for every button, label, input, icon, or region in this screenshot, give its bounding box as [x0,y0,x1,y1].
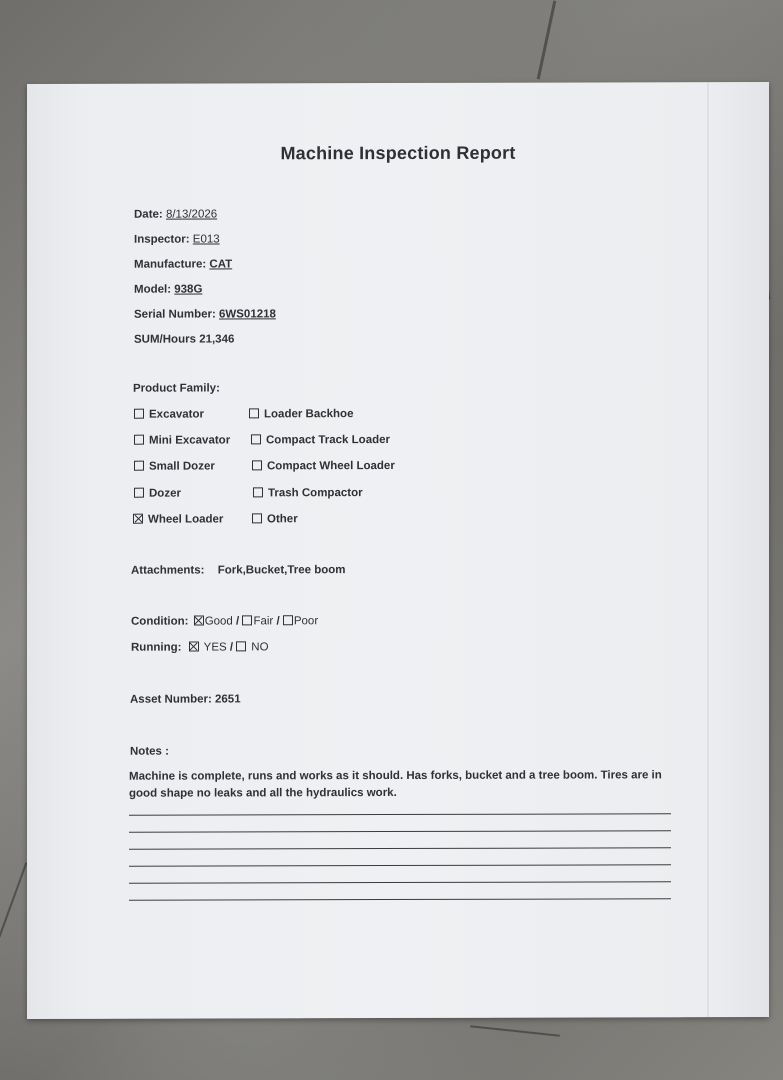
inspector-value: E013 [192,233,220,246]
option-compact-track-loader [251,434,390,446]
note-line [129,881,671,883]
checkbox-fair [242,615,252,625]
checkbox-trash-compactor [253,487,263,497]
hours-value: 21,346 [199,333,235,346]
separator: / [236,615,240,628]
separator: / [276,615,280,628]
checkbox-loader-backhoe [249,408,259,418]
checkbox-mini-excavator [134,435,144,445]
inspector-field [134,233,220,245]
condition-poor-label: Poor [293,615,319,628]
attachments-label: Attachments: [131,564,205,577]
checkbox-good [194,616,204,626]
checkbox-excavator [134,409,144,419]
option-wheel-loader [133,513,223,525]
option-small-dozer [134,460,215,472]
asset-field [130,693,241,705]
model-label: Model: [134,283,172,296]
condition-fair-label: Fair [253,615,274,628]
checkbox-compact-track-loader [251,434,261,444]
model-field [134,284,202,296]
notes-label: Notes : [130,745,169,758]
running-field [131,641,269,653]
note-line [129,864,671,866]
checkbox-poor [283,615,293,625]
option-label: Wheel Loader [148,513,224,526]
date-label: Date: [134,208,163,221]
checkbox-wheel-loader [133,514,143,524]
note-line [129,830,671,832]
note-line [129,813,671,815]
checkbox-other [252,513,262,523]
background-crack [0,862,27,947]
running-yes-label: YES [203,641,227,654]
option-label: Compact Track Loader [266,434,390,447]
hours-label: SUM/Hours [134,333,196,346]
condition-field [131,615,318,627]
checkbox-compact-wheel-loader [252,460,262,470]
attachments-value: Fork,Bucket,Tree boom [217,564,346,577]
asset-label: Asset Number: [130,693,212,706]
note-line [129,898,671,900]
option-label: Compact Wheel Loader [267,460,395,473]
option-label: Dozer [149,487,181,500]
serial-field [134,308,276,320]
condition-good-label: Good [204,615,233,628]
paper-fold [707,82,709,1017]
inspection-report-page [27,82,769,1019]
option-dozer [134,488,181,500]
option-excavator [134,409,204,421]
product-family-label: Product Family: [133,382,220,395]
serial-label: Serial Number: [134,308,216,321]
checkbox-small-dozer [134,461,144,471]
checkbox-dozer [134,488,144,498]
hours-field [134,333,234,345]
checkbox-no [236,641,246,651]
option-label: Mini Excavator [149,434,231,447]
option-label: Trash Compactor [268,487,363,500]
asset-value: 2651 [215,693,241,706]
model-value: 938G [174,283,203,296]
date-value: 8/13/2026 [165,208,218,221]
condition-label: Condition: [131,615,189,628]
manufacture-field [134,258,232,270]
option-label: Loader Backhoe [264,408,354,421]
notes-text: Machine is complete, runs and works as it should. Has forks, bucket and a tree boom. Tires are in good shape no leaks and all the hydraulics work. [129,769,662,800]
option-other [252,513,298,525]
attachments-field [131,564,346,577]
background-crack [470,1025,560,1036]
option-label: Small Dozer [149,460,215,473]
manufacture-value: CAT [209,258,233,271]
option-label: Other [267,513,298,526]
option-label: Excavator [149,408,204,421]
option-compact-wheel-loader [252,460,395,472]
checkbox-yes [189,642,199,652]
option-loader-backhoe [249,408,353,420]
serial-value: 6WS01218 [219,308,276,321]
option-trash-compactor [253,487,363,499]
running-no-label: NO [251,641,269,654]
report-title: Machine Inspection Report [280,142,516,164]
running-label: Running: [131,641,182,654]
option-mini-excavator [134,434,230,446]
manufacture-label: Manufacture: [134,258,207,271]
separator: / [229,641,234,654]
date-field [134,208,217,220]
background-crack [537,1,557,80]
inspector-label: Inspector: [134,233,190,246]
note-line [129,847,671,849]
